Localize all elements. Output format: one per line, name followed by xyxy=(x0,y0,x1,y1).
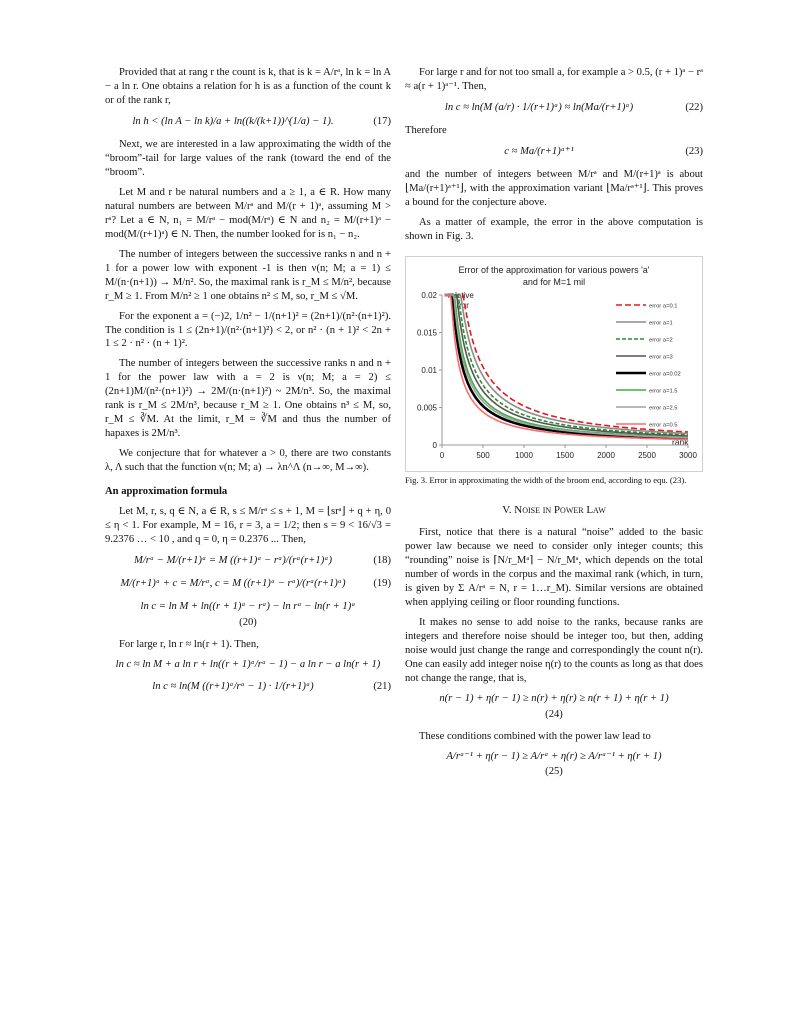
equation-17 xyxy=(105,115,391,129)
equation-body: M/(r+1)ᵃ + c = M/rᵃ, c = M ((r+1)ᵃ − rᵃ)/(rᵃ(r+1)ᵃ) xyxy=(120,578,346,590)
legend-entry: error a=3 xyxy=(649,354,673,361)
x-tick-label: 1500 xyxy=(556,450,574,460)
section-heading: V. Noise in Power Law xyxy=(502,504,606,517)
x-tick-label: 2500 xyxy=(638,450,656,460)
equation-18 xyxy=(105,554,391,568)
chart-svg xyxy=(406,257,702,471)
x-tick-label: 2000 xyxy=(597,450,615,460)
equation-body: ln h < (ln A − ln k)/a + ln((k/(k+1))^(1/a) − 1). xyxy=(132,115,334,127)
y-tick-label: 0.015 xyxy=(416,328,437,338)
series-line xyxy=(445,295,689,440)
x-tick-label: 3000 xyxy=(679,450,697,460)
figure-caption: Fig. 3. Error in approximating the width of the broom end, according to equ. (23). xyxy=(405,474,687,485)
equation-body: c ≈ Ma/(r+1)ᵃ⁺¹ xyxy=(504,145,574,157)
series-line xyxy=(445,295,689,435)
equation-19 xyxy=(105,577,391,591)
y-tick-label: 0.01 xyxy=(421,365,437,375)
legend-entry: error a=1.5 xyxy=(649,388,678,395)
subsection-heading: An approximation formula xyxy=(105,486,228,498)
paragraph: Therefore xyxy=(405,124,447,136)
series-line xyxy=(445,295,689,437)
paragraph: Let M and r be natural numbers and a ≥ 1, a ∈ R. How many natural numbers are between M/rᵃ and M/(r + 1)ᵃ, assuming M > rᵃ? Let a ∈ N, n₁ = M/rᵃ − mod(M/rᵃ) ∈ N and n₂ = M/(r+1)ᵃ − mod(M/(r+1)ᵃ) ∈ N. Then, the number looked for is n₁ − n₂. xyxy=(105,186,391,240)
equation-body: ln c ≈ ln(M (a/r) · 1/(r+1)ᵃ) ≈ ln(Ma/(r+1)ᵃ) xyxy=(444,101,634,113)
legend-entry: error a=1 xyxy=(649,320,673,327)
paragraph: For the exponent a = (−)2, 1/n² − 1/(n+1)² = (2n+1)/(n²·(n+1)²). The condition is 1 ≤ (2n+1)/(n²·(n+1)²) < 2, or n² · (n + 1)² < 2n + 1 ≤ 2 · n² · (n + 1)². xyxy=(105,310,391,350)
equation-number: (19) xyxy=(373,578,391,590)
legend-entry: error a=0.02 xyxy=(649,371,681,378)
legend-entry: error a=0.5 xyxy=(649,422,678,429)
equation-24: n(r − 1) + η(r − 1) ≥ n(r) + η(r) ≥ n(r + 1) + η(r + 1) xyxy=(439,692,669,704)
equation-21a: ln c ≈ ln M + a ln r + ln((r + 1)ᵃ/rᵃ − 1) − a ln r − a ln(r + 1) xyxy=(115,658,381,670)
right-column xyxy=(405,66,703,787)
chart-legend xyxy=(616,303,681,428)
paragraph: Let M, r, s, q ∈ N, a ∈ R, s ≤ M/rᵃ ≤ s + 1, M = ⌊srᵃ⌋ + q + η, 0 ≤ η < 1. For example, M = 16, r = 3, a = 1/2; then s = 9 < 16/√3 = 9.2376 … < 10 , and q = 0, η = 0.2376 ... Then, xyxy=(105,506,391,546)
y-tick-label: 0.005 xyxy=(416,403,437,413)
series-line xyxy=(445,295,689,436)
equation-23 xyxy=(405,145,703,159)
x-tick-label: 0 xyxy=(439,450,445,460)
equation-number: (23) xyxy=(685,145,703,157)
equation-number: (24) xyxy=(545,708,563,720)
paragraph: Provided that at rang r the count is k, that is k = A/rᵃ, ln k = ln A − a ln r. One obtains a relation for h is as a function of the count k or of the rank r, xyxy=(105,67,391,106)
equation-number: (17) xyxy=(373,115,391,127)
paragraph: The number of integers between the successive ranks n and n + 1 for a power low with exponent -1 is then ν(n; M; a = 1) ≤ M/(n·(n+1)) → M/n². So, the maximal rank is r_M ≤ M/n², because r_M ≥ 1. From M/n² ≥ 1 one obtains n² ≤ M, so, r_M ≤ √M. xyxy=(105,248,391,302)
paragraph: Next, we are interested in a law approximating the width of the “broom”-tail for large values of the rank (toward the end of the “broom”. xyxy=(105,138,391,178)
equation-number: (22) xyxy=(685,101,703,113)
figure-3-chart xyxy=(405,256,703,472)
equation-22 xyxy=(405,101,703,115)
equation-number: (21) xyxy=(373,680,391,692)
series-line xyxy=(445,295,689,439)
equation-21 xyxy=(105,680,391,694)
equation-number: (20) xyxy=(239,616,257,628)
y-tick-label: 0 xyxy=(432,440,437,450)
legend-entry: error a=2 xyxy=(649,337,673,344)
series-line xyxy=(445,295,689,438)
chart-xlabel: rank xyxy=(672,436,689,447)
equation-20: ln c = ln M + ln((r + 1)ᵃ − rᵃ) − ln rᵃ − ln(r + 1)ᵃ xyxy=(140,601,356,612)
paragraph: For large r, ln r ≈ ln(r + 1). Then, xyxy=(119,638,259,650)
paragraph: These conditions combined with the power law lead to xyxy=(419,730,651,742)
paragraph: It makes no sense to add noise to the ranks, because ranks are integers and therefore noise should be integer too, but then, adding noise would just change the range and correspondingly the count n(r). One can easily add integer noise η(r) to the counts as long as that does not change the range, that is, xyxy=(405,616,703,684)
paragraph: We conjecture that for whatever a > 0, there are two constants λ, Λ such that the function ν(n; M; a) → λn^Λ (n→∞, M→∞). xyxy=(105,448,391,474)
equation-body: ln c ≈ ln(M ((r+1)ᵃ/rᵃ − 1) · 1/(r+1)ᵃ) xyxy=(152,680,314,692)
paragraph: and the number of integers between M/rᵃ and M/(r+1)ᵃ is about ⌊Ma/(r+1)ᵃ⁺¹⌋, with the approximation variant ⌊Ma/rᵃ⁺¹⌋. This proves a bound for the conjecture above. xyxy=(405,168,703,208)
x-tick-label: 500 xyxy=(476,450,490,460)
equation-25: A/rᵃ⁻¹ + η(r − 1) ≥ A/rᵃ + η(r) ≥ A/rᵃ⁻¹ + η(r + 1) xyxy=(446,750,662,762)
left-column xyxy=(105,66,391,703)
y-tick-label: 0.02 xyxy=(421,290,437,300)
chart-ylabel: relative error xyxy=(448,290,474,310)
equation-body: M/rᵃ − M/(r+1)ᵃ = M ((r+1)ᵃ − rᵃ)/(rᵃ(r+1)ᵃ) xyxy=(134,555,332,567)
paragraph: As a matter of example, the error in the above computation is shown in Fig. 3. xyxy=(405,216,703,242)
chart-title-line-2: and for M=1 mil xyxy=(522,276,586,287)
paragraph: First, notice that there is a natural “noise” added to the basic power law because we need to consider only integer counts; this “rounding” noise is ⌈N/r_Mᵃ⌉ − N/r_Mᵃ, which depends on the total number of words in the corpus and the maximal rank (which, in turn, is given by Σ A/rᵃ = N, r = 1…r_M). Similar versions are obtained when applying ceiling or floor rounding functions. xyxy=(405,526,703,608)
chart-title: Error of the approximation for various powers 'a' xyxy=(458,264,650,275)
equation-number: (18) xyxy=(373,555,391,567)
equation-number: (25) xyxy=(545,766,563,778)
paragraph: For large r and for not too small a, for example a > 0.5, (r + 1)ᵃ − rᵃ ≈ a(r + 1)ᵃ⁻¹. Then, xyxy=(405,67,703,92)
legend-entry: error a=0.1 xyxy=(649,303,678,310)
paragraph: The number of integers between the successive ranks n and n + 1 for the power law with a = 2 is ν(n; M; a = 2) ≤ (2n+1)M/(n²·(n+1)²) → 2M/(n·(n+1)²) ~ 2M/n³. So, the maximal rank is r_M ≤ 2M/n³, because r_M ≥ 1. One obtains n³ ≤ M, so, r_M ≤ ∛M. At the limit, r_M = ∛M and thus the number of hapaxes is 2M/n³. xyxy=(105,358,391,440)
legend-entry: error a=2.5 xyxy=(649,405,678,412)
chart-series xyxy=(445,295,689,440)
x-tick-label: 1000 xyxy=(515,450,533,460)
